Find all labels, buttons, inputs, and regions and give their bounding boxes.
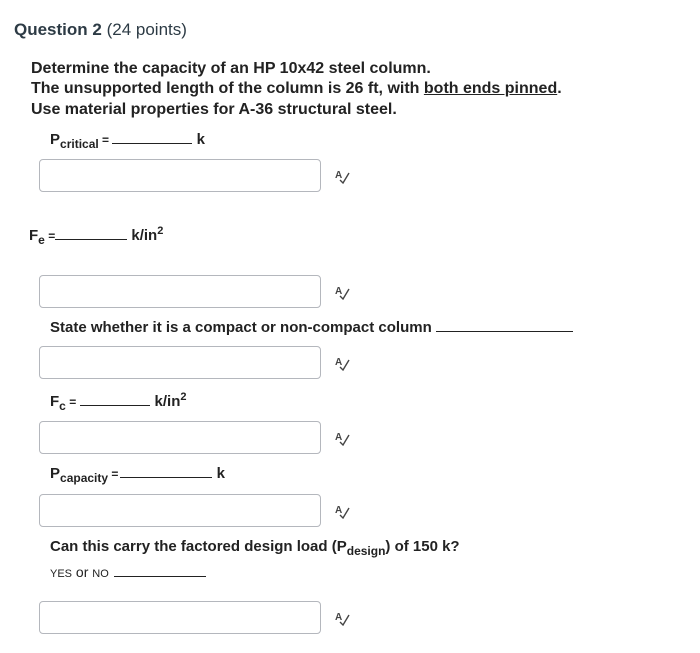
fc-eq: = <box>65 395 77 409</box>
fe-unit-sup: 2 <box>157 225 164 237</box>
prompt-line-2-post: . <box>557 80 562 97</box>
fe-blank <box>55 238 127 240</box>
p-critical-answer-input[interactable] <box>39 159 321 192</box>
prompt-line-3: Use material properties for A-36 structural steel. <box>31 101 397 118</box>
p-critical-label <box>50 131 205 151</box>
p-capacity-symbol: P <box>50 465 61 482</box>
p-critical-blank <box>112 142 192 144</box>
p-capacity-eq: = <box>108 467 119 481</box>
question-number: Question 2 <box>14 20 102 39</box>
compact-label <box>50 319 573 336</box>
fc-unit: k/in <box>154 393 181 410</box>
prompt-line-2-emphasis: both ends pinned <box>423 80 558 97</box>
design-sub: design <box>346 544 386 558</box>
design-text-pre: Can this carry the factored design load (P <box>50 538 347 555</box>
spellcheck-icon[interactable] <box>334 503 350 519</box>
fe-answer-input[interactable] <box>39 275 321 308</box>
spellcheck-icon[interactable] <box>334 284 350 300</box>
question-title <box>14 20 187 40</box>
prompt-line-1: Determine the capacity of an HP 10x42 steel column. <box>31 60 431 77</box>
yes-or-no-label <box>50 564 206 580</box>
or-text: or <box>72 564 93 580</box>
fe-symbol: F <box>29 227 39 244</box>
svg-text:A: A <box>335 286 343 297</box>
yes-text: YES <box>50 568 73 580</box>
compact-text: State whether it is a compact or non-compact column <box>50 319 432 336</box>
prompt-line-2-pre: The unsupported length of the column is 26 ft, with <box>31 80 424 97</box>
design-question <box>50 538 460 558</box>
svg-text:A: A <box>335 170 343 181</box>
p-capacity-answer-input[interactable] <box>39 494 321 527</box>
p-critical-sub: critical <box>60 137 99 151</box>
p-capacity-unit: k <box>216 465 225 482</box>
p-critical-unit: k <box>196 131 205 148</box>
fe-eq: = <box>44 229 56 243</box>
spellcheck-icon[interactable] <box>334 610 350 626</box>
svg-text:A: A <box>335 357 343 368</box>
fc-sub: c <box>59 399 66 413</box>
fe-label <box>29 225 163 247</box>
p-capacity-label <box>50 465 225 485</box>
fe-unit: k/in <box>131 227 158 244</box>
design-text-post: ) of 150 k? <box>385 538 460 555</box>
fc-blank <box>80 404 150 406</box>
fc-label <box>50 391 187 413</box>
svg-text:A: A <box>335 612 343 623</box>
yes-no-blank <box>114 575 206 577</box>
design-answer-input[interactable] <box>39 601 321 634</box>
no-text: NO <box>92 568 109 580</box>
spellcheck-icon[interactable] <box>334 430 350 446</box>
fc-unit-sup: 2 <box>180 391 187 403</box>
compact-answer-input[interactable] <box>39 346 321 379</box>
question-points: (24 points) <box>106 20 187 39</box>
compact-blank <box>436 330 573 332</box>
fc-answer-input[interactable] <box>39 421 321 454</box>
fc-symbol: F <box>50 393 60 410</box>
fe-sub: e <box>38 233 45 247</box>
p-capacity-blank <box>120 476 212 478</box>
svg-text:A: A <box>335 432 343 443</box>
p-capacity-sub: capacity <box>60 471 109 485</box>
p-critical-eq: = <box>98 133 113 147</box>
p-critical-symbol: P <box>50 131 61 148</box>
svg-text:A: A <box>335 505 343 516</box>
prompt-line-2 <box>31 80 562 98</box>
spellcheck-icon[interactable] <box>334 355 350 371</box>
spellcheck-icon[interactable] <box>334 168 350 184</box>
